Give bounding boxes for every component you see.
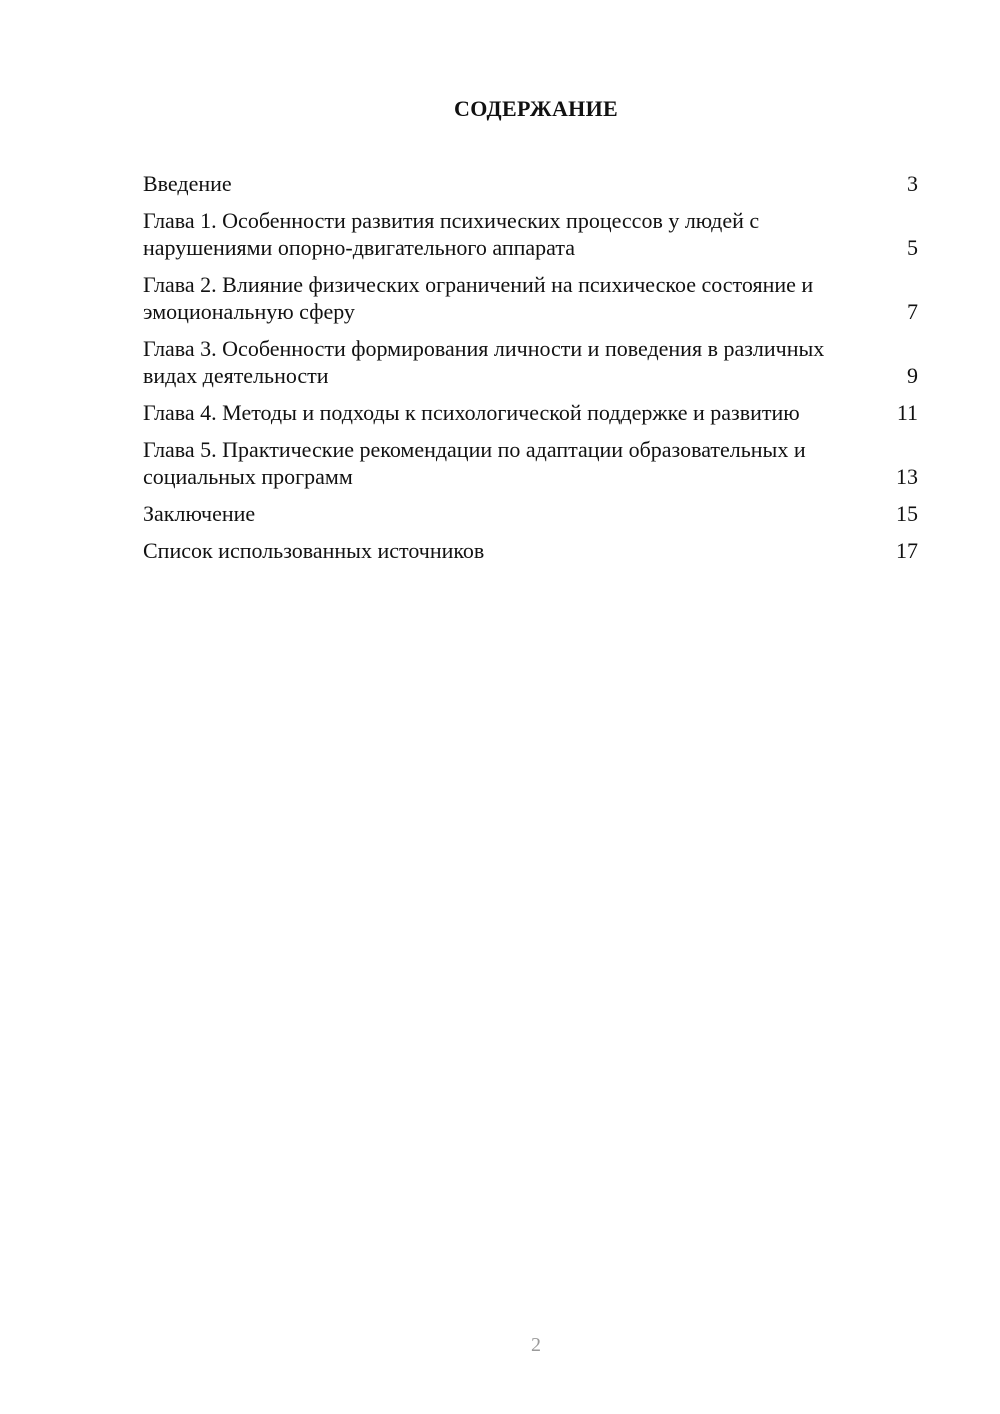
- toc-entry-label: Глава 4. Методы и подходы к психологической поддержке и развитию: [143, 400, 800, 425]
- page-title: СОДЕРЖАНИЕ: [454, 96, 618, 121]
- toc-entry-label: Глава 2. Влияние физических ограничений на психическое состояние и эмоциональную сферу: [143, 272, 814, 324]
- toc-entry-page: 9: [907, 363, 918, 388]
- toc-entry-label: Введение: [143, 171, 232, 196]
- toc-entry-references[interactable]: [143, 537, 918, 564]
- toc-entry-label: Глава 3. Особенности формирования личности и поведения в различных видах деятельности: [143, 336, 825, 388]
- toc-entry-page: 3: [907, 171, 918, 196]
- toc-entry-page: 11: [896, 400, 918, 425]
- toc-entry-page: 7: [907, 299, 918, 324]
- toc-entry-conclusion[interactable]: [143, 500, 918, 527]
- toc-entry-page: 15: [896, 501, 918, 526]
- toc-entry-chapter-1[interactable]: [143, 207, 918, 261]
- page-number: 2: [531, 1334, 541, 1356]
- toc-entry-chapter-3[interactable]: [143, 335, 918, 389]
- toc-entry-chapter-2[interactable]: [143, 271, 918, 325]
- toc-entry-introduction[interactable]: [143, 170, 918, 197]
- toc-entry-page: 17: [896, 538, 918, 563]
- toc-entry-chapter-4[interactable]: [143, 399, 918, 426]
- table-of-contents: [143, 170, 918, 574]
- toc-entry-label: Заключение: [143, 501, 256, 526]
- toc-entry-label: Глава 1. Особенности развития психических процессов у людей с нарушениями опорно-двигательного аппарата: [143, 208, 760, 260]
- toc-entry-page: 13: [896, 464, 918, 489]
- toc-entry-chapter-5[interactable]: [143, 436, 918, 490]
- toc-entry-page: 5: [907, 235, 918, 260]
- toc-entry-label: Список использованных источников: [143, 538, 485, 563]
- toc-entry-label: Глава 5. Практические рекомендации по адаптации образовательных и социальных программ: [143, 437, 806, 489]
